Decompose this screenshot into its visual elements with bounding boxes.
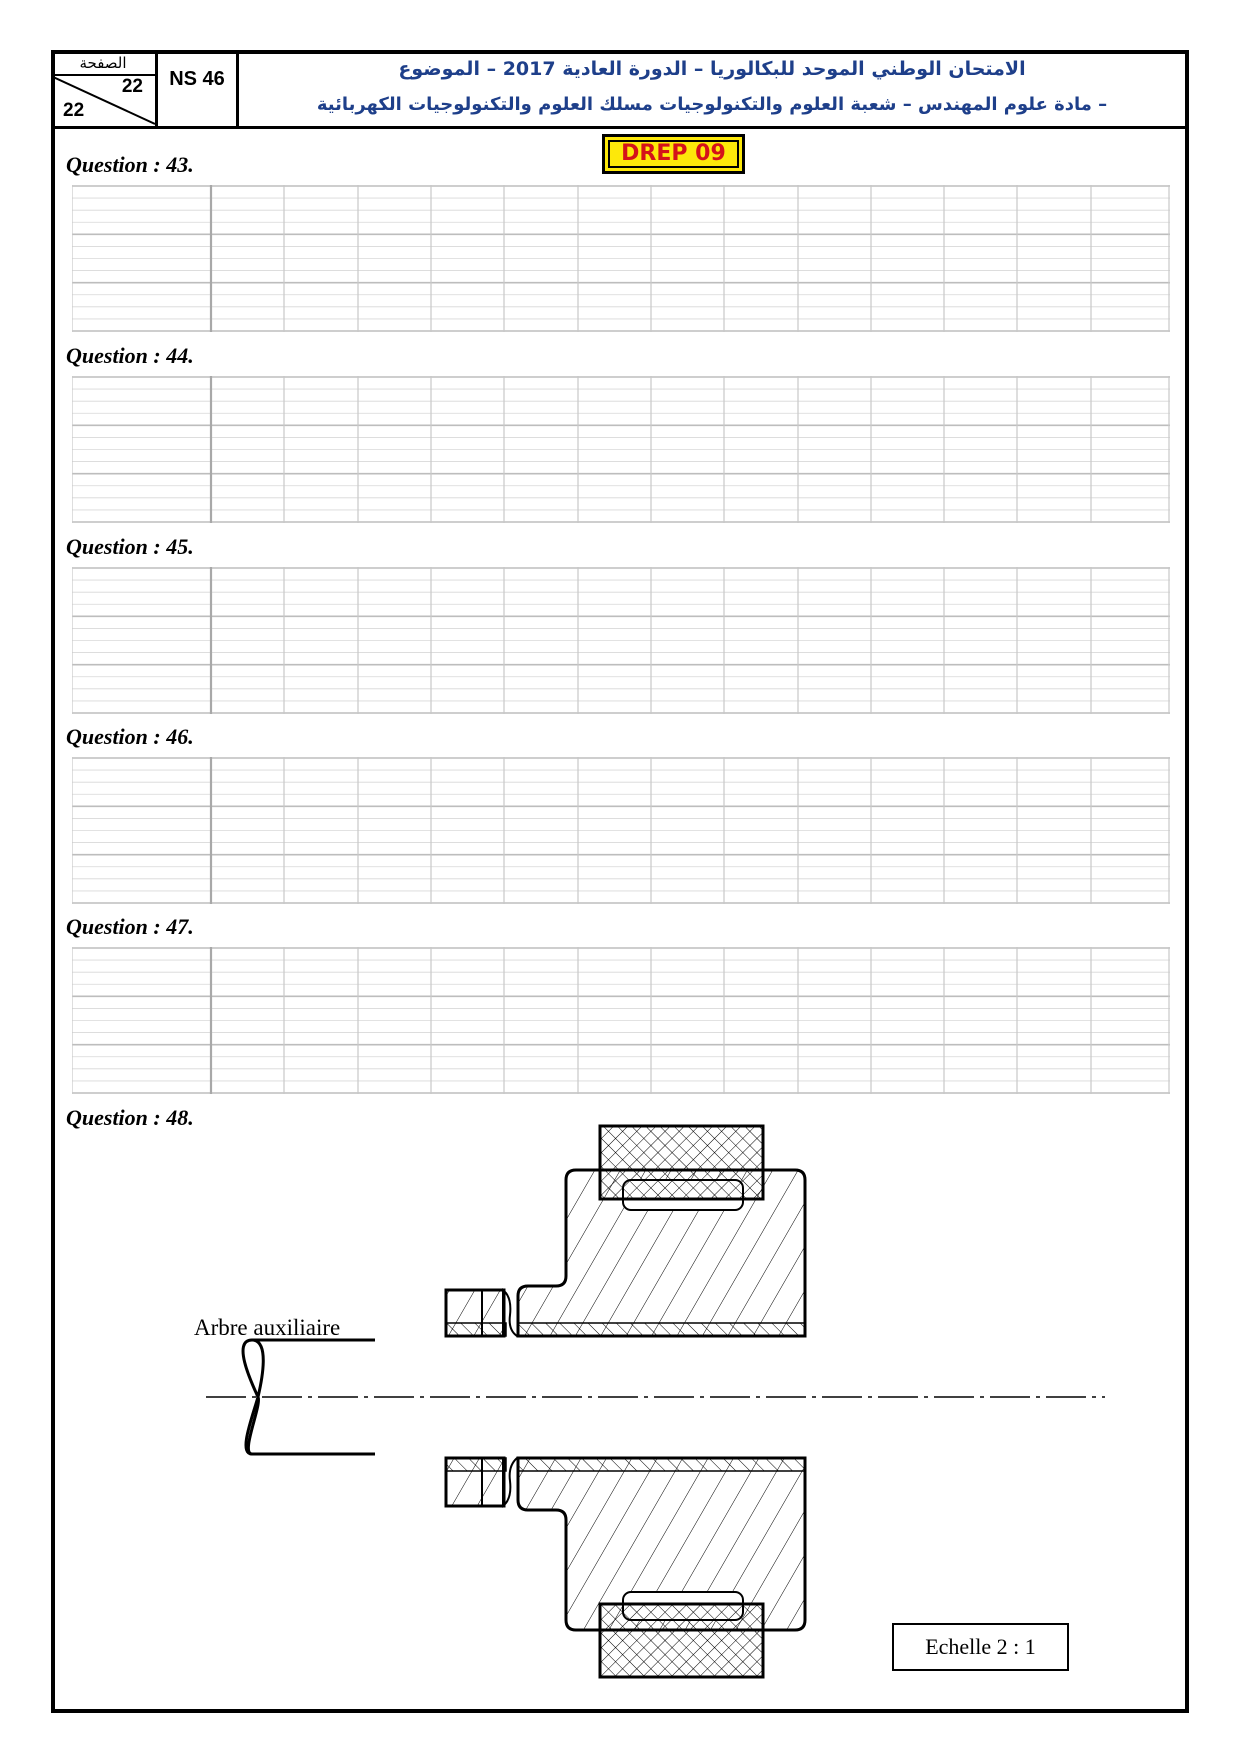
scale-label: Echelle 2 : 1 bbox=[892, 1623, 1069, 1671]
question-47-label: Question : 47. bbox=[66, 914, 194, 939]
hub-section-lower bbox=[446, 1458, 805, 1677]
page-total: 22 bbox=[63, 100, 85, 121]
page-current: 22 bbox=[121, 76, 143, 97]
question-46-label: Question : 46. bbox=[66, 724, 194, 749]
document-badge: DREP 09 bbox=[602, 134, 745, 174]
hub-section-upper bbox=[446, 1126, 805, 1336]
page-label: الصفحة bbox=[51, 52, 155, 76]
subject-code: NS 46 bbox=[169, 68, 225, 90]
exam-title-line-1: الامتحان الوطني الموحد للبكالوريا – الدورة العادية 2017 – الموضوع bbox=[398, 58, 1026, 80]
question-45-label: Question : 45. bbox=[66, 534, 194, 559]
exam-title-line-2: – مادة علوم المهندس – شعبة العلوم والتكنولوجيات مسلك العلوم والتكنولوجيات الكهربائية bbox=[316, 94, 1108, 115]
question-43-label: Question : 43. bbox=[66, 152, 194, 177]
question-48-label: Question : 48. bbox=[66, 1105, 194, 1130]
shaft-label: Arbre auxiliaire bbox=[194, 1315, 341, 1340]
question-44-label: Question : 44. bbox=[66, 343, 194, 368]
